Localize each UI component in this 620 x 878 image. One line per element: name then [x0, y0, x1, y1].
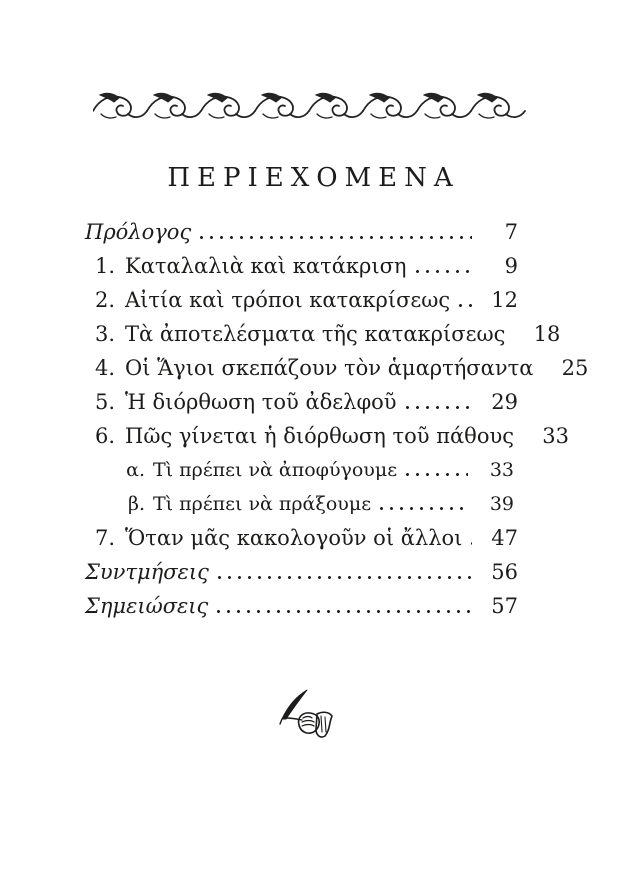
toc-item-label: Τὶ πρέπει νὰ πράξουμε: [153, 493, 372, 515]
dotted-leader: [200, 236, 472, 239]
toc-row: [85, 283, 518, 317]
dotted-leader: [459, 304, 472, 307]
dotted-leader: [406, 406, 472, 409]
toc-item-page: 39: [489, 493, 514, 515]
toc-item-page: 56: [491, 560, 518, 584]
dotted-leader: [471, 542, 472, 545]
toc-item-page: 29: [491, 390, 518, 414]
table-of-contents: [85, 215, 589, 623]
toc-item-label: Τὶ πρέπει νὰ ἀποφύγουμε: [153, 459, 398, 481]
toc-row: [85, 555, 518, 589]
toc-item-label: Συντμήσεις: [85, 560, 209, 584]
toc-row: [85, 419, 569, 453]
toc-row: [85, 215, 518, 249]
toc-item-page: 9: [504, 254, 518, 278]
dotted-leader: [217, 610, 472, 613]
page-title: ΠΕΡΙΕΧΟΜΕΝΑ: [167, 163, 460, 193]
toc-item-page: 33: [542, 424, 569, 448]
toc-item-number: 6.: [94, 424, 115, 448]
toc-item-label: Πῶς γίνεται ἡ διόρθωση τοῦ πάθους: [125, 424, 514, 448]
dotted-leader: [380, 507, 468, 510]
toc-item-page: 57: [491, 594, 518, 618]
toc-item-label: Ὅταν μᾶς κακολογοῦν οἱ ἄλλοι: [125, 526, 463, 550]
toc-item-page: 33: [489, 459, 514, 481]
toc-item-number: 3.: [94, 322, 115, 346]
toc-row: [85, 351, 589, 385]
toc-item-label: Ἡ διόρθωση τοῦ ἀδελφοῦ: [125, 390, 397, 414]
toc-item-number: α.: [126, 459, 145, 481]
dotted-leader: [416, 270, 472, 273]
toc-item-page: 18: [533, 322, 561, 346]
toc-item-number: 4.: [94, 356, 115, 380]
toc-item-number: 5.: [94, 390, 115, 414]
toc-item-label: Σημειώσεις: [85, 594, 209, 618]
toc-item-page: 47: [491, 526, 518, 550]
toc-row: [85, 589, 518, 623]
toc-row: [85, 249, 518, 283]
toc-item-label: Πρόλογος: [85, 220, 192, 244]
toc-item-label: Αἰτία καὶ τρόποι κατακρίσεως: [125, 288, 451, 312]
toc-item-number: 7.: [94, 526, 115, 550]
toc-item-page: 12: [491, 288, 518, 312]
toc-item-label: Καταλαλιὰ καὶ κατάκριση: [125, 254, 407, 278]
toc-item-number: 1.: [94, 254, 115, 278]
hand-quill-ornament: [279, 688, 333, 744]
toc-row: [85, 521, 518, 555]
toc-item-number: β.: [127, 493, 145, 515]
toc-row: [85, 453, 518, 487]
dotted-leader: [406, 473, 468, 476]
vine-scroll-ornament: [93, 92, 527, 126]
toc-item-page: 25: [561, 356, 589, 380]
toc-row: [85, 385, 518, 419]
toc-row: [85, 317, 561, 351]
toc-row: [85, 487, 518, 521]
dotted-leader: [218, 576, 472, 579]
toc-item-number: 2.: [94, 288, 115, 312]
toc-item-label: Οἱ Ἅγιοι σκεπάζουν τὸν ἁμαρτήσαντα: [125, 356, 534, 380]
toc-item-label: Τὰ ἀποτελέσματα τῆς κατακρίσεως: [125, 322, 506, 346]
toc-item-page: 7: [504, 220, 518, 244]
